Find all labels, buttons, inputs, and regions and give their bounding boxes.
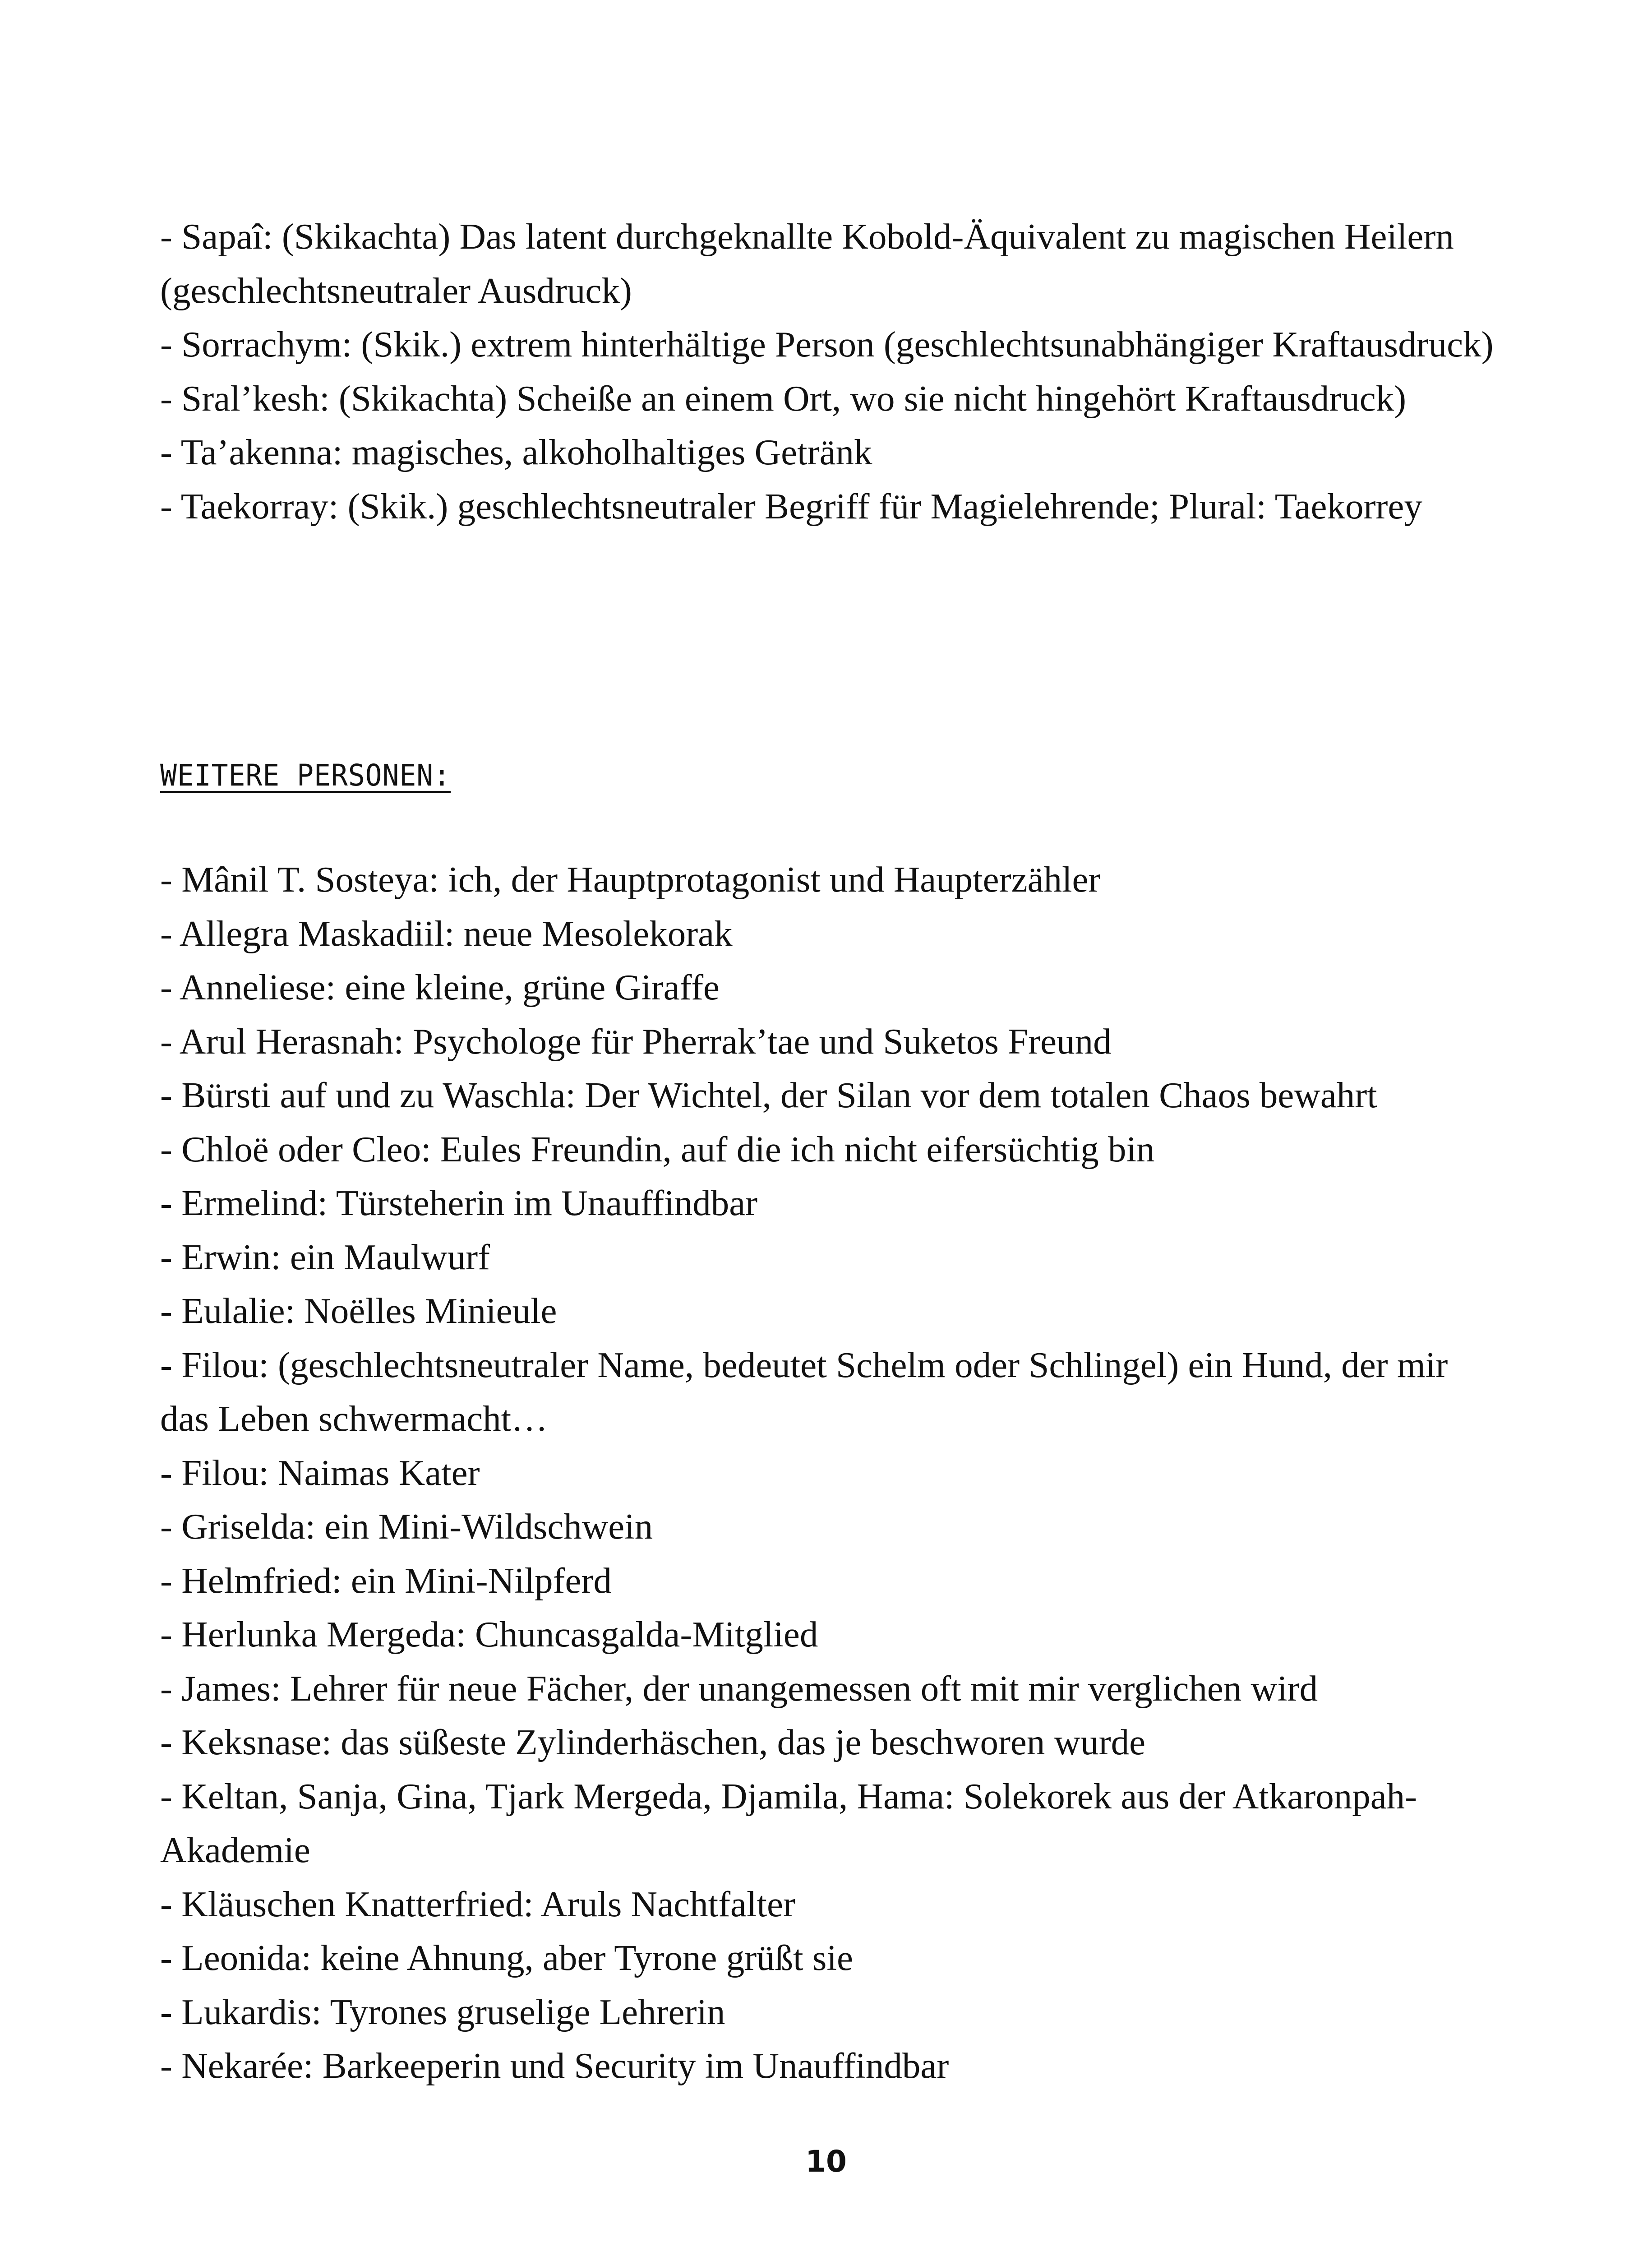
glossary-entry-sralkesh: - Sral’kesh: (Skikachta) Scheiße an einem Ort, wo sie nicht hingehört Kraftausdruck) bbox=[160, 378, 1407, 419]
person-entry: - Allegra Maskadiil: neue Mesolekorak bbox=[160, 913, 733, 954]
person-entry: - Bürsti auf und zu Waschla: Der Wichtel, der Silan vor dem totalen Chaos bewahrt bbox=[160, 1075, 1377, 1115]
person-entry: - Eulalie: Noëlles Minieule bbox=[160, 1290, 557, 1331]
person-entry: - Erwin: ein Maulwurf bbox=[160, 1236, 490, 1277]
glossary-list bbox=[160, 210, 1495, 533]
person-entry: - Herlunka Mergeda: Chuncasgalda-Mitglied bbox=[160, 1614, 818, 1655]
glossary-entry-taakenna: - Ta’akenna: magisches, alkoholhaltiges Getränk bbox=[160, 432, 872, 472]
glossary-entry-taekorray: - Taekorray: (Skik.) geschlechtsneutraler Begriff für Magielehrende; Plural: Taekorrey bbox=[160, 485, 1422, 527]
person-entry: - Keltan, Sanja, Gina, Tjark Mergeda, Djamila, Hama: Solekorek aus der Atkaronpah-Akademie bbox=[160, 1775, 1417, 1870]
glossary-entry-sorrachym: - Sorrachym: (Skik.) extrem hinterhältige Person (geschlechtsunabhängiger Kraftausdruck) bbox=[160, 324, 1494, 365]
person-entry: - Chloë oder Cleo: Eules Freundin, auf die ich nicht eifersüchtig bin bbox=[160, 1128, 1155, 1170]
person-entry: - Arul Herasnah: Psychologe für Pherrak’tae und Suketos Freund bbox=[160, 1021, 1112, 1062]
person-entry: - Mânil T. Sosteya: ich, der Hauptprotagonist und Haupterzähler bbox=[160, 859, 1101, 900]
person-entry: - Kläuschen Knatterfried: Aruls Nachtfalter bbox=[160, 1883, 795, 1924]
person-entry: - James: Lehrer für neue Fächer, der unangemessen oft mit mir verglichen wird bbox=[160, 1668, 1318, 1709]
person-entry: - Leonida: keine Ahnung, aber Tyrone grüßt sie bbox=[160, 1937, 853, 1978]
person-entry: - Helmfried: ein Mini-Nilpferd bbox=[160, 1560, 612, 1601]
person-entry: - Filou: Naimas Kater bbox=[160, 1452, 480, 1493]
person-entry: - Griselda: ein Mini-Wildschwein bbox=[160, 1506, 653, 1547]
person-list bbox=[160, 853, 1495, 2093]
person-entry: - Filou: (geschlechtsneutraler Name, bedeutet Schelm oder Schlingel) ein Hund, der mir das Leben schwermacht… bbox=[160, 1344, 1448, 1439]
section-heading: WEITERE PERSONEN: bbox=[160, 758, 451, 793]
page-number: 10 bbox=[805, 2144, 847, 2179]
person-entry: - Ermelind: Türsteherin im Unauffindbar bbox=[160, 1183, 758, 1223]
person-entry: - Nekarée: Barkeeperin und Security im Unauffindbar bbox=[160, 2045, 949, 2086]
person-entry: - Keksnase: das süßeste Zylinderhäschen, das je beschworen wurde bbox=[160, 1722, 1146, 1762]
person-entry: - Lukardis: Tyrones gruselige Lehrerin bbox=[160, 1991, 725, 2032]
person-entry: - Anneliese: eine kleine, grüne Giraffe bbox=[160, 967, 720, 1008]
glossary-entry-sapai: - Sapaî: (Skikachta) Das latent durchgeknallte Kobold-Äquivalent zu magischen Heilern (geschlechtsneutraler Ausdruck) bbox=[160, 216, 1454, 311]
